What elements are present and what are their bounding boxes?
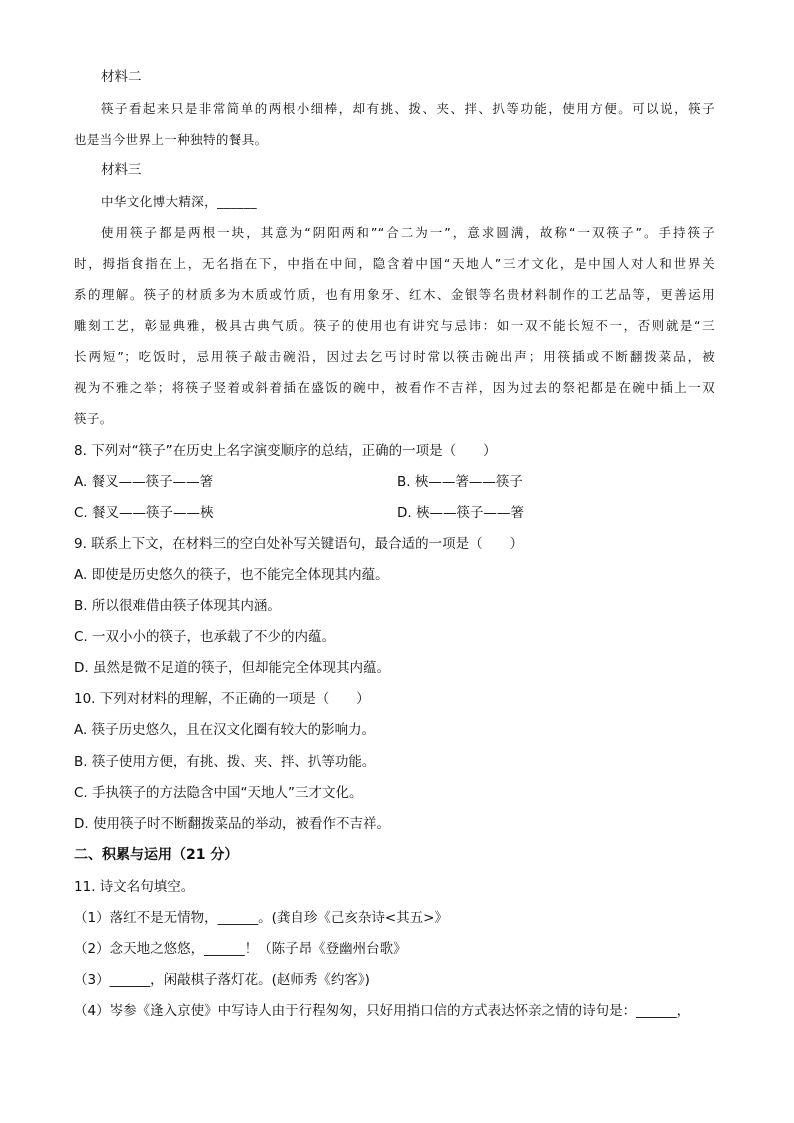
question-8-option-d: D. 梜——筷子——箸 [397, 505, 524, 521]
question-11-item: （1）落红不是无情物，______。(龚自珍《己亥杂诗<其五>》 [74, 910, 448, 926]
question-11-item: （4）岑参《逢入京使》中写诗人由于行程匆匆，只好用捎口信的方式表达怀亲之情的诗句是：______， [74, 1003, 691, 1019]
question-10-option-a: A. 筷子历史悠久，且在汉文化圈有较大的影响力。 [74, 722, 376, 738]
question-11-item: （3）______，闲敲棋子落灯花。(赵师秀《约客》) [74, 972, 370, 988]
material2-label: 材料二 [101, 69, 142, 85]
material3-paragraph-line: 视为不雅之举；将筷子竖着或斜着插在盛饭的碗中，被看作不吉祥，因为过去的祭祀都是在碗中插上一双 [74, 380, 715, 395]
material3-paragraph-line: 时，拇指食指在上，无名指在下，中指在中间，隐含着中国“天地人”三才文化，是中国人对人和世界关 [74, 256, 715, 271]
material3-paragraph-line: 筷子。 [74, 411, 113, 426]
question-8-stem: 8. 下列对“筷子”在历史上名字演变顺序的总结，正确的一项是（ ） [74, 443, 497, 459]
question-8-option-a: A. 餐叉——筷子——箸 [74, 474, 214, 490]
question-10-option-d: D. 使用筷子时不断翻拨菜品的举动，被看作不吉祥。 [74, 816, 390, 832]
question-9-option-a: A. 即使是历史悠久的筷子，也不能完全体现其内蕴。 [74, 567, 389, 583]
question-8-option-b: B. 梜——箸——筷子 [397, 474, 523, 490]
section-2-heading: 二、积累与运用（21 分） [74, 847, 239, 863]
question-8-option-c: C. 餐叉——筷子——梜 [74, 505, 214, 521]
question-11-stem: 11. 诗文名句填空。 [74, 879, 195, 895]
material3-paragraph-line: 使用筷子都是两根一块，其意为“阴阳两和”“合二为一”，意求圆满，故称“一双筷子”。手持筷子 [101, 225, 715, 240]
question-9-option-d: D. 虽然是微不足道的筷子，但却能完全体现其内蕴。 [74, 660, 390, 676]
question-9-stem: 9. 联系上下文，在材料三的空白处补写关键语句，最合适的一项是（ ） [74, 536, 524, 552]
question-11-item: （2）念天地之悠悠，______！（陈子昂《登幽州台歌》 [74, 941, 407, 957]
material3-blank-line: 中华文化博大精深，______ [101, 194, 258, 209]
question-9-option-b: B. 所以很难借由筷子体现其内涵。 [74, 598, 281, 614]
material2-paragraph-line1: 筷子看起来只是非常简单的两根小细棒，却有挑、拨、夹、拌、扒等功能，使用方便。可以说，筷子 [101, 101, 715, 116]
question-10-option-b: B. 筷子使用方便，有挑、拨、夹、拌、扒等功能。 [74, 754, 376, 770]
material3-paragraph-line: 系的理解。筷子的材质多为木质或竹质，也有用象牙、红木、金银等名贵材料制作的工艺品等，更善运用 [74, 287, 715, 302]
question-10-option-c: C. 手执筷子的方法隐含中国“天地人”三才文化。 [74, 785, 363, 801]
material2-paragraph-line2: 也是当今世界上一种独特的餐具。 [74, 132, 268, 147]
material3-paragraph-line: 雕刻工艺，彰显典雅，极具古典气质。筷子的使用也有讲究与忌讳：如一双不能长短不一，否则就是“三 [74, 318, 715, 333]
question-9-option-c: C. 一双小小的筷子，也承载了不少的内蕴。 [74, 629, 336, 645]
material3-paragraph-line: 长两短”；吃饭时，忌用筷子敲击碗沿，因过去乞丐讨时常以筷击碗出声；用筷插或不断翻拨菜品，被 [74, 349, 715, 364]
material3-label: 材料三 [101, 162, 142, 178]
question-10-stem: 10. 下列对材料的理解，不正确的一项是（ ） [74, 691, 370, 707]
